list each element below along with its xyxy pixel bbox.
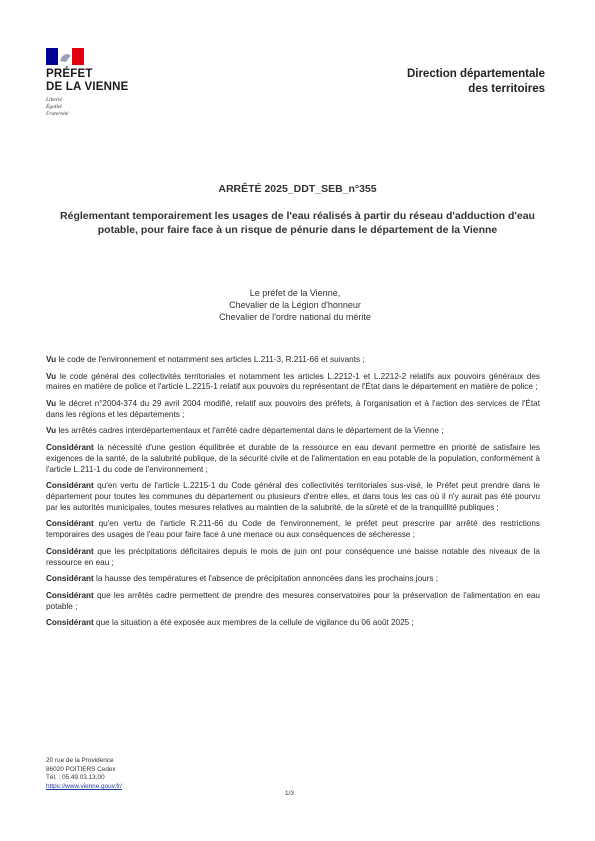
paragraph-keyword: Considérant xyxy=(46,442,94,452)
arrete-object: Réglementant temporairement les usages de l'eau réalisés à partir du réseau d'adduction d'eau potable, pour faire face à un risque de pénurie dans le département de la Vienne xyxy=(60,210,535,236)
visa-paragraph xyxy=(46,426,540,437)
paragraph-text: qu'en vertu de l'article L.2215-1 du Code général des collectivités territoriales sus-visé, le Préfet peut prendre dans le département pour toutes les communes du département ou plusieurs d'entre elles, et dans tous les cas où il n'y aurait pas été pourvu par les autorités municipales, toutes mesures relatives au maintien de la salubrité, de la sûreté et de la tranquillité publiques ; xyxy=(46,481,540,512)
footer-city: 86020 POITIERS Cedex xyxy=(46,765,116,773)
paragraph-text: qu'en vertu de l'article R.211-66 du Code de l'environnement, le préfet peut prescrire par arrêté des restrictions temporaires des usages de l'eau pour faire face à une menace ou aux conséquences de sécheresse ; xyxy=(46,519,540,540)
paragraph-keyword: Considérant xyxy=(46,481,94,491)
paragraph-text: le code général des collectivités territoriales et notamment les articles L.2212-1 et L.2212-2 relatifs aux pouvoirs généraux des maires en matière de police et l'article L.2215-1 relatif aux pouvoirs du représentant de l'État dans le département en matière de police ; xyxy=(46,371,540,392)
footer-phone: Tél. : 05.49.03.13.00 xyxy=(46,774,105,782)
paragraph-keyword: Vu xyxy=(46,426,57,436)
motto-fraternite: Fraternité xyxy=(46,110,69,117)
prefet-line-2: DE LA VIENNE xyxy=(46,81,129,93)
arrete-number: ARRÊTÉ 2025_DDT_SEB_n°355 xyxy=(218,183,377,195)
paragraph-text: la hausse des températures et l'absence de précipitation annoncées dans les prochains jours ; xyxy=(93,574,439,584)
footer-street: 20 rue de la Providence xyxy=(46,757,114,764)
considerant-paragraph xyxy=(46,591,540,613)
direction-line-1: Direction départementale xyxy=(406,68,545,80)
republic-motto xyxy=(46,97,166,117)
prefet-name xyxy=(46,68,166,94)
prefecture-logo xyxy=(46,48,166,117)
paragraph-keyword: Vu xyxy=(46,371,57,381)
prefect-title: Le préfet de la Vienne, xyxy=(249,288,341,298)
considerant-paragraph xyxy=(46,481,540,514)
paragraph-keyword: Considérant xyxy=(46,574,94,584)
direction-line-2: des territoires xyxy=(468,83,545,95)
considerant-paragraph xyxy=(46,574,540,585)
visa-paragraph xyxy=(46,399,540,421)
paragraph-text: le code de l'environnement et notamment ses articles L.211-3, R.211-66 et suivants ; xyxy=(56,355,365,364)
paragraph-text: que les arrêtés cadre permettent de prendre des mesures conservatoires pour la préservation de l'alimentation en eau potable ; xyxy=(46,590,540,611)
visa-paragraph xyxy=(46,372,540,394)
paragraph-keyword: Considérant xyxy=(46,519,94,529)
prefect-honor-1: Chevalier de la Légion d'honneur xyxy=(229,300,361,310)
paragraph-keyword: Vu xyxy=(46,355,57,364)
prefect-signature-block xyxy=(180,287,410,323)
footer-website-link[interactable]: https://www.vienne.gouv.fr/ xyxy=(46,783,122,791)
considerant-paragraph xyxy=(46,519,540,541)
page-number: 1/3 xyxy=(285,790,294,797)
issuing-direction xyxy=(407,67,545,97)
visa-paragraph xyxy=(46,355,540,366)
footer-address xyxy=(46,757,122,792)
paragraph-text: que la situation a été exposée aux membres de la cellule de vigilance du 06 août 2025 ; xyxy=(93,618,414,628)
prefect-honor-2: Chevalier de l'ordre national du mérite xyxy=(219,312,371,322)
considerant-paragraph xyxy=(46,618,540,629)
paragraph-text: que les précipitations déficitaires depuis le mois de juin ont pour conséquence une baisse notable des niveaux de la ressource en eau ; xyxy=(46,546,540,567)
visas-and-considerants xyxy=(46,355,540,635)
paragraph-keyword: Considérant xyxy=(46,546,94,556)
paragraph-keyword: Considérant xyxy=(46,618,94,628)
paragraph-text: les arrêtés cadres interdépartementaux et l'arrêté cadre départemental dans le département de la Vienne ; xyxy=(56,426,444,436)
paragraph-text: le décret n°2004-374 du 29 avril 2004 modifié, relatif aux pouvoirs des préfets, à l'organisation et à l'action des services de l'État dans les régions et les départements ; xyxy=(46,398,540,419)
motto-egalite: Égalité xyxy=(46,103,62,110)
paragraph-text: la nécessité d'une gestion équilibrée et durable de la ressource en eau devant permettre en priorité de satisfaire les exigences de la santé, de la salubrité publique, de la sécurité civile et de l'alimentation en eau potable de la population, conformément à l'article L.211-1 du code de l'environnement ; xyxy=(46,442,540,474)
motto-liberte: Liberté xyxy=(46,97,62,103)
marianne-flag-icon xyxy=(46,48,84,65)
considerant-paragraph xyxy=(46,547,540,569)
prefet-line-1: PRÉFET xyxy=(46,68,93,80)
paragraph-keyword: Vu xyxy=(46,398,57,408)
arrete-title-block xyxy=(60,183,535,237)
considerant-paragraph xyxy=(46,443,540,476)
paragraph-keyword: Considérant xyxy=(46,590,94,600)
